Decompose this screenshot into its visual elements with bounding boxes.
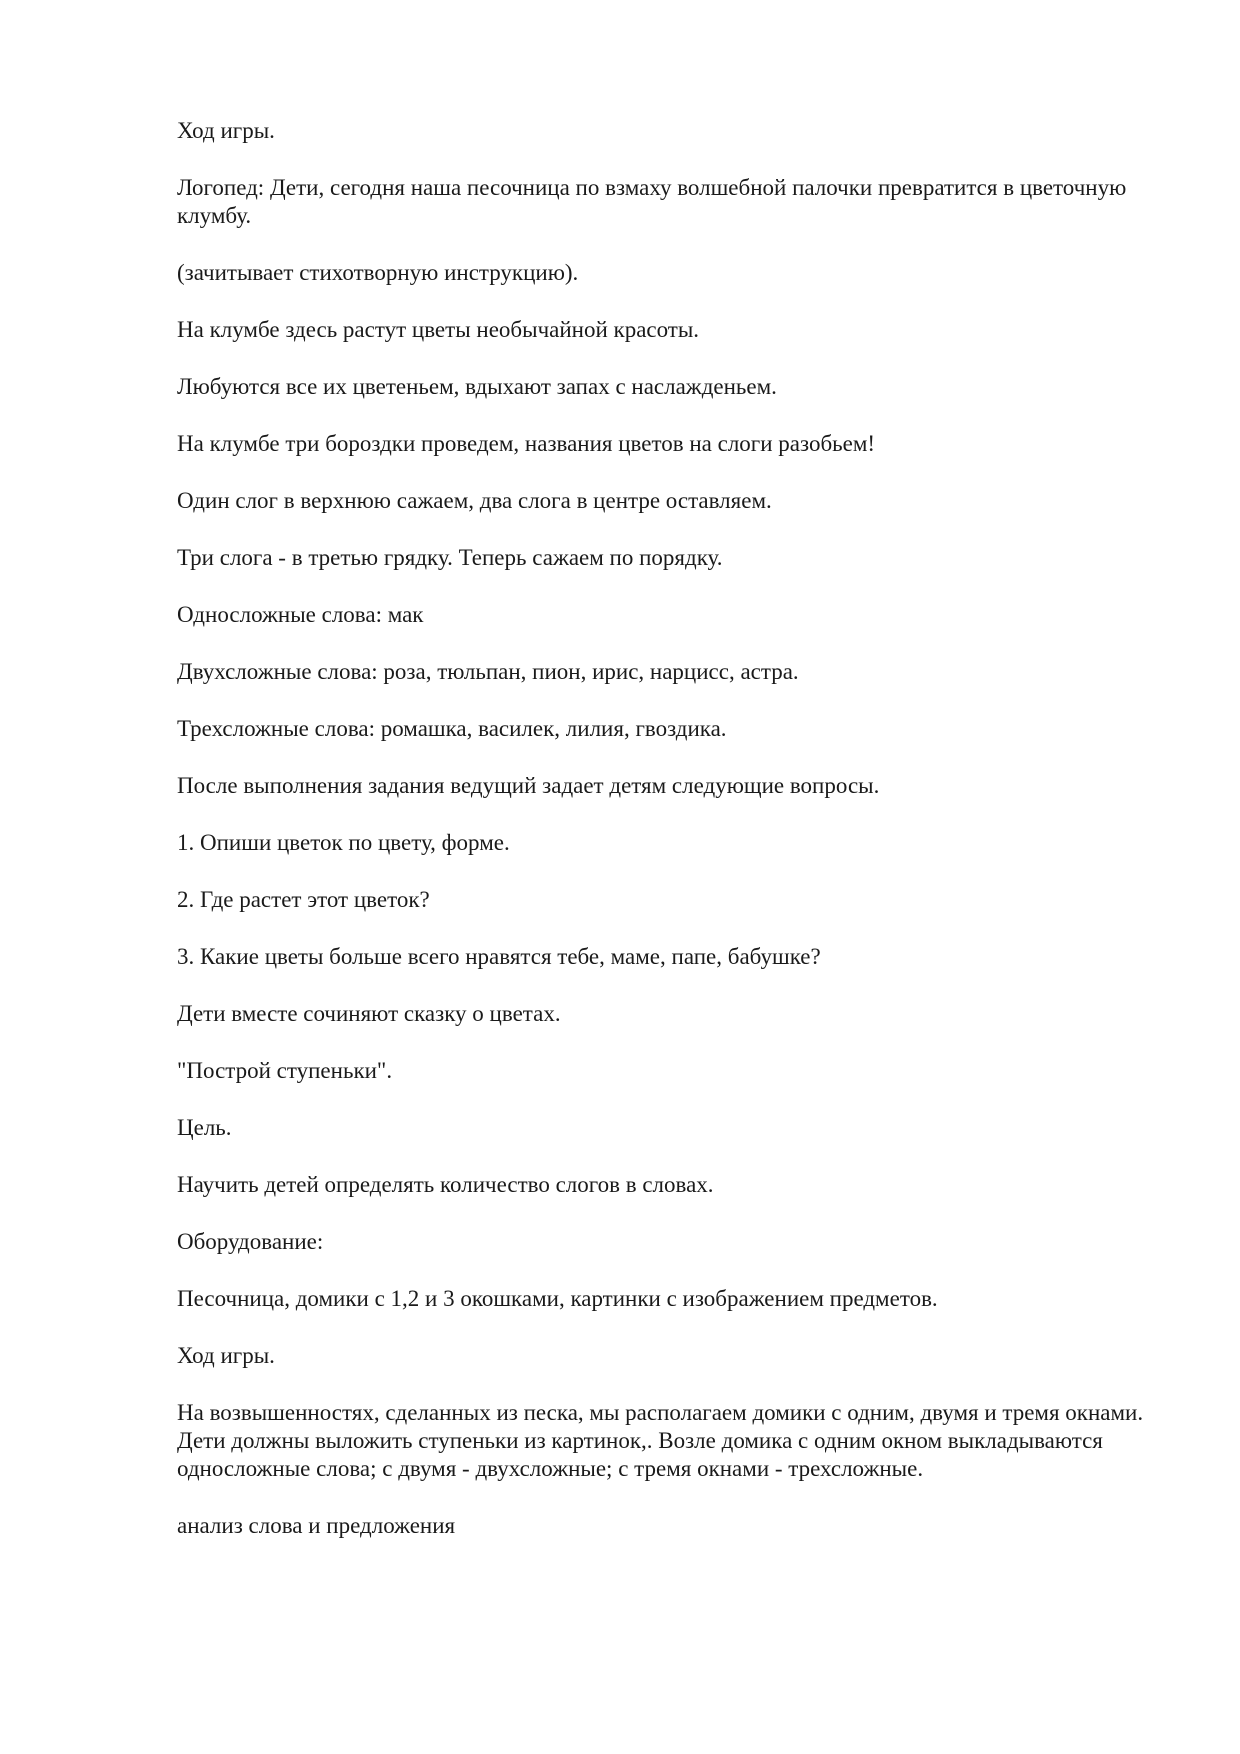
paragraph-18: Цель. (177, 1115, 232, 1140)
paragraph-3: (зачитывает стихотворную инструкцию). (177, 260, 579, 285)
paragraph-5: Любуются все их цветеньем, вдыхают запах с наслажденьем. (177, 374, 777, 399)
paragraph-8: Три слога - в третью грядку. Теперь сажаем по порядку. (177, 545, 723, 570)
paragraph-15: 3. Какие цветы больше всего нравятся тебе, маме, папе, бабушке? (177, 944, 821, 969)
paragraph-12: После выполнения задания ведущий задает детям следующие вопросы. (177, 773, 880, 798)
paragraph-16: Дети вместе сочиняют сказку о цветах. (177, 1001, 561, 1026)
paragraph-14: 2. Где растет этот цветок? (177, 887, 430, 912)
paragraph-22: Ход игры. (177, 1343, 275, 1368)
paragraph-19: Научить детей определять количество слогов в словах. (177, 1172, 714, 1197)
paragraph-2: Логопед: Дети, сегодня наша песочница по взмаху волшебной палочки превратится в цветочную клумбу. (177, 175, 1127, 228)
paragraph-4: На клумбе здесь растут цветы необычайной красоты. (177, 317, 700, 342)
document-body (177, 117, 1157, 1569)
paragraph-20: Оборудование: (177, 1229, 324, 1254)
paragraph-24: анализ слова и предложения (177, 1513, 456, 1538)
paragraph-10: Двухсложные слова: роза, тюльпан, пион, ирис, нарцисс, астра. (177, 659, 799, 684)
paragraph-23: На возвышенностях, сделанных из песка, мы располагаем домики с одним, двумя и тремя окнами. Дети должны выложить ступеньки из картинок,. Возле домика с одним окном выкладываются односложные слова; с двумя - двухсложные; с тремя окнами - трехсложные. (177, 1400, 1144, 1481)
paragraph-13: 1. Опиши цветок по цвету, форме. (177, 830, 510, 855)
paragraph-9: Односложные слова: мак (177, 602, 424, 627)
paragraph-1: Ход игры. (177, 118, 275, 143)
paragraph-7: Один слог в верхнюю сажаем, два слога в центре оставляем. (177, 488, 772, 513)
paragraph-21: Песочница, домики с 1,2 и 3 окошками, картинки с изображением предметов. (177, 1286, 938, 1311)
paragraph-17: "Построй ступеньки". (177, 1058, 393, 1083)
paragraph-6: На клумбе три бороздки проведем, названия цветов на слоги разобьем! (177, 431, 876, 456)
paragraph-11: Трехсложные слова: ромашка, василек, лилия, гвоздика. (177, 716, 727, 741)
